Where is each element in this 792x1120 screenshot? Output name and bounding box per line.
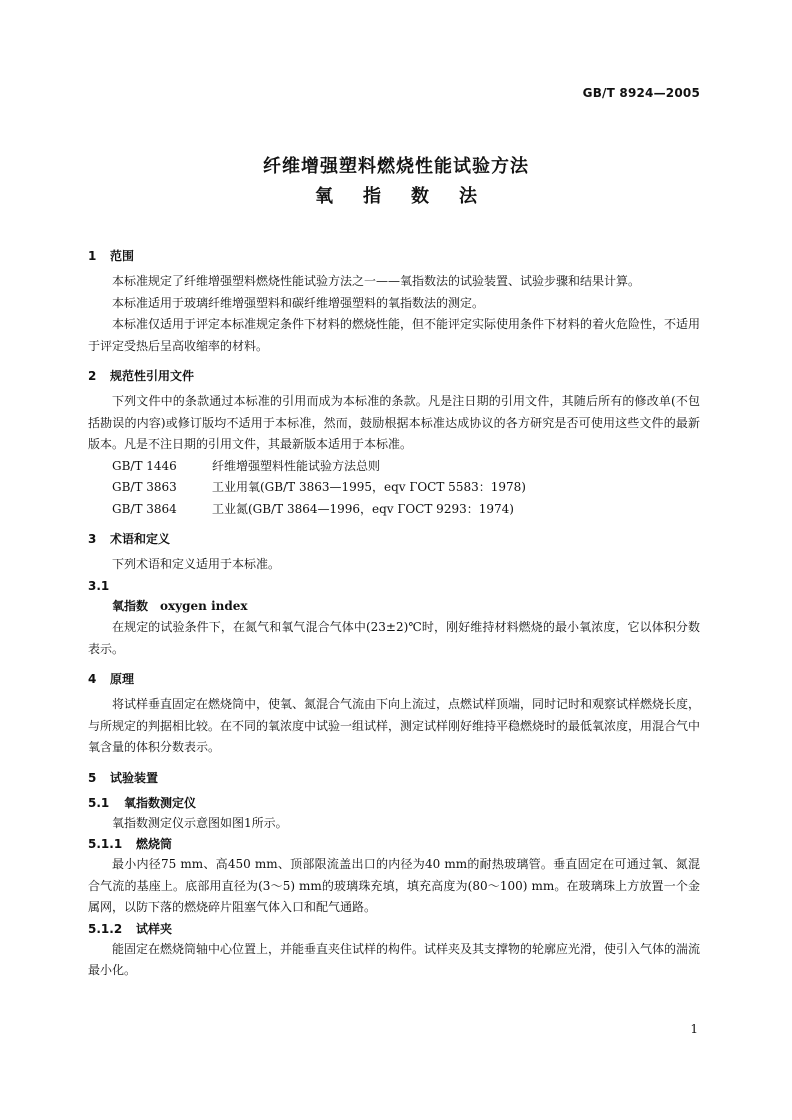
term-english: oxygen index — [160, 598, 248, 613]
subsection-heading-5-1-2 — [88, 919, 700, 939]
section-title: 试验装置 — [110, 770, 159, 785]
reference-title: 工业用氧(GB/T 3863—1995，eqv ГОСТ 5583：1978) — [212, 480, 526, 494]
standard-code: GB/T 8924—2005 — [582, 86, 700, 100]
reference-code: GB/T 1446 — [112, 458, 177, 473]
subsection-heading-5-1 — [88, 793, 700, 813]
subsection-heading-5-1-1 — [88, 834, 700, 854]
subsection-title: 试样夹 — [136, 921, 173, 936]
section-heading-3 — [88, 529, 700, 549]
section-heading-5 — [88, 768, 700, 788]
section-number: 4 — [88, 672, 97, 686]
reference-code: GB/T 3864 — [112, 501, 177, 516]
paragraph: 本标准仅适用于评定本标准规定条件下材料的燃烧性能，但不能评定实际使用条件下材料的着火危险性，不适用于评定受热后呈高收缩率的材料。 — [88, 317, 701, 353]
term-chinese: 氧指数 — [112, 598, 149, 613]
reference-item — [88, 499, 700, 521]
document-body — [88, 246, 700, 982]
paragraph: 下列文件中的条款通过本标准的引用而成为本标准的条款。凡是注日期的引用文件，其随后所有的修改单(不包括勘误的内容)或修订版均不适用于本标准，然而，鼓励根据本标准达成协议的各方研究是否可使用这些文件的最新版本。凡是不注日期的引用文件，其最新版本适用于本标准。 — [88, 394, 700, 451]
subsection-number: 5.1.1 — [88, 837, 123, 851]
term-entry — [88, 596, 700, 618]
paragraph: 本标准适用于玻璃纤维增强塑料和碳纤维增强塑料的氧指数法的测定。 — [112, 295, 485, 310]
reference-item — [88, 456, 700, 478]
subsection-number: 5.1 — [88, 795, 110, 810]
subsection-title: 氧指数测定仪 — [124, 795, 197, 810]
subsection-title: 燃烧筒 — [136, 837, 173, 851]
reference-code: GB/T 3863 — [112, 480, 177, 494]
section-title: 术语和定义 — [110, 532, 171, 546]
subsection-number: 5.1.2 — [88, 921, 123, 936]
section-number: 1 — [88, 249, 97, 263]
paragraph: 最小内径75 mm、高450 mm、顶部限流盖出口的内径为40 mm的耐热玻璃管。垂直固定在可通过氧、氮混合气流的基座上。底部用直径为(3～5) mm的玻璃珠充填，填充高度为(80～100) mm。在玻璃珠上方放置一个金属网，以防下落的燃烧碎片阻塞气体入口和配气通路。 — [88, 857, 700, 914]
section-number: 2 — [88, 369, 97, 383]
section-title: 原理 — [110, 672, 135, 686]
paragraph: 本标准规定了纤维增强塑料燃烧性能试验方法之一——氧指数法的试验装置、试验步骤和结果计算。 — [112, 274, 641, 288]
reference-title: 纤维增强塑料性能试验方法总则 — [212, 458, 381, 473]
section-title: 规范性引用文件 — [110, 369, 195, 383]
document-subtitle: 氧指数法 — [315, 186, 507, 207]
section-heading-1 — [88, 246, 700, 266]
section-number: 5 — [88, 770, 97, 785]
section-heading-2 — [88, 366, 700, 386]
page-number: 1 — [690, 1022, 698, 1036]
paragraph: 能固定在燃烧筒轴中心位置上，并能垂直夹住试样的构件。试样夹及其支撑物的轮廓应光滑，使引入气体的湍流最小化。 — [88, 941, 701, 977]
reference-title: 工业氮(GB/T 3864—1996，eqv ГОСТ 9293：1974) — [212, 501, 514, 516]
section-heading-4 — [88, 669, 700, 689]
document-title: 纤维增强塑料燃烧性能试验方法 — [263, 156, 529, 177]
term-definition: 在规定的试验条件下，在氮气和氧气混合气体中(23±2)℃时，刚好维持材料燃烧的最小氧浓度，它以体积分数表示。 — [88, 620, 700, 656]
section-title: 范围 — [110, 249, 135, 263]
paragraph: 将试样垂直固定在燃烧筒中，使氧、氮混合气流由下向上流过，点燃试样顶端，同时记时和观察试样燃烧长度，与所规定的判据相比较。在不同的氧浓度中试验一组试样，测定试样刚好维持平稳燃烧时的最低氧浓度，用混合气中氧含量的体积分数表示。 — [88, 697, 701, 754]
subsection-number: 3.1 — [88, 578, 110, 593]
section-number: 3 — [88, 532, 97, 546]
reference-item — [88, 477, 700, 499]
paragraph: 下列术语和定义适用于本标准。 — [112, 557, 281, 571]
paragraph: 氧指数测定仪示意图如图1所示。 — [112, 815, 288, 830]
